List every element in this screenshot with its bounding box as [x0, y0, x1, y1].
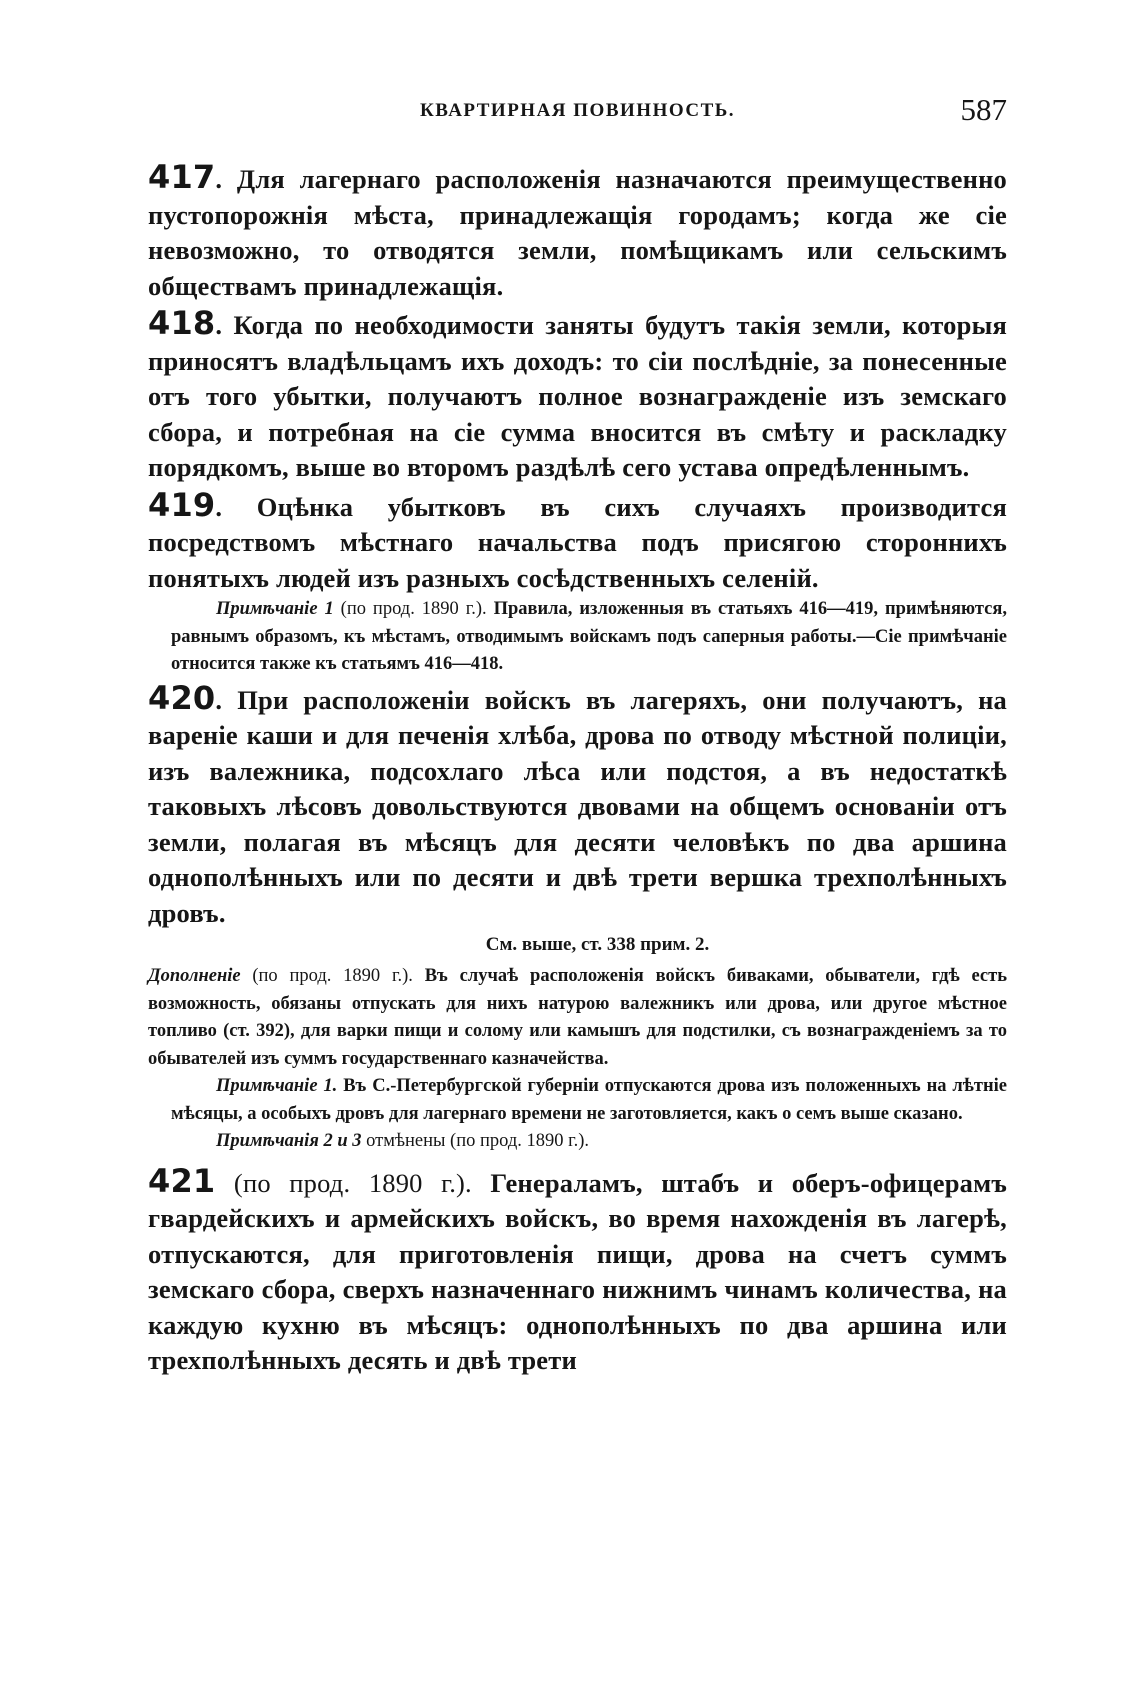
addition-text: Въ случаѣ расположенія войскъ биваками, обыватели, гдѣ есть возможность, обязаны отпускать для нихъ натурою валежникъ или дрова, или другое мѣстное топливо (ст. 392), для варки пищи и солому или камышъ для подстилки, съ вознагражденіемъ за то обывателей изъ суммъ государственнаго казначейства.: [148, 966, 1007, 1069]
article-text: Для лагернаго расположенія назначаются преимущественно пустопорожнія мѣста, принадлежащія городамъ; когда же сіе невозможно, то отводятся земли, помѣщикамъ или сельскимъ обществамъ принадлежащія.: [148, 164, 1008, 301]
article-text: Оцѣнка убытковъ въ сихъ случаяхъ производится посредствомъ мѣстнаго начальства подъ присягою стороннихъ понятыхъ людей изъ разныхъ сосѣдственныхъ селеній.: [148, 491, 1007, 593]
article-417: 417. Для лагернаго расположенія назначаются преимущественно пустопорожнія мѣста, принадлежащія городамъ; когда же сіе невозможно, то отводятся земли, помѣщикамъ или сельскимъ обществамъ принадлежащія.: [148, 158, 1008, 301]
note-text: Правила, изложенныя въ статьяхъ 416—419, примѣняются, равнымъ образомъ, къ мѣстамъ, отводимымъ войскамъ подъ саперныя работы.—Сіе примѣчаніе относится также къ статьямъ 416—418.: [171, 599, 1008, 674]
page-number: 587: [960, 92, 1007, 127]
article-420-cross-reference: См. выше, ст. 338 прим. 2.: [485, 934, 710, 955]
article-420-addition: [148, 963, 1007, 1073]
article-419-note-1: [171, 596, 1007, 679]
article-421: [148, 1161, 1007, 1379]
running-title: КВАРТИРНАЯ ПОВИННОСТЬ.: [419, 100, 736, 121]
article-text: Генераламъ, штабъ и оберъ-офицерамъ гвардейскихъ и армейскихъ войскъ, во время нахожденія въ лагерѣ, отпускаются, для приготовленія пищи, дрова на счетъ суммъ земскаго сбора, сверхъ назначеннаго нижнимъ чинамъ количества, на каждую кухню въ мѣсяцъ: однополѣнныхъ по два аршина или трехполѣнныхъ десять и двѣ трети: [148, 1167, 1007, 1375]
note-label: Примѣчаніе 1: [216, 599, 334, 619]
note-label: Примѣчаніе 1.: [216, 1076, 338, 1096]
article-419: 419. Оцѣнка убытковъ въ сихъ случаяхъ производится посредствомъ мѣстнаго начальства подъ присягою стороннихъ понятыхъ людей изъ разныхъ сосѣдственныхъ селеній.: [148, 485, 1007, 593]
article-420-note-1: [171, 1073, 1007, 1128]
page-header: [148, 92, 1007, 132]
article-418: 418. Когда по необходимости заняты будутъ такія земли, которыя приносятъ владѣльцамъ ихъ доходъ: то сіи послѣдніе, за понесенные отъ того убытки, получаютъ полное вознагражденіе изъ земскаго сбора, и потребная на сіе сумма вносится въ смѣту и раскладку порядкомъ, выше во второмъ раздѣлѣ сего устава опредѣленнымъ.: [148, 304, 1007, 482]
note-text: отмѣнены (по прод. 1890 г.).: [366, 1131, 590, 1151]
addition-label: Дополненіе: [148, 966, 241, 986]
article-420: 420. При расположеніи войскъ въ лагеряхъ, они получаютъ, на вареніе каши и для печенія хлѣба, дрова по отводу мѣстной полиціи, изъ валежника, подсохлаго лѣса или подстоя, а въ недостаткѣ таковыхъ лѣсовъ довольствуются двовами на общемъ основаніи отъ земли, полагая въ мѣсяцъ для десяти человѣкъ по два аршина однополѣнныхъ или по десяти и двѣ трети вершка трехполѣнныхъ дровъ.: [148, 678, 1007, 928]
article-420-notes-2-3: [171, 1128, 1007, 1156]
article-text: Когда по необходимости заняты будутъ такія земли, которыя приносятъ владѣльцамъ ихъ доходъ: то сіи послѣдніе, за понесенные отъ того убытки, получаютъ полное вознагражденіе изъ земскаго сбора, и потребная на сіе сумма вносится въ смѣту и раскладку порядкомъ, выше во второмъ раздѣлѣ сего устава опредѣленнымъ.: [148, 310, 1007, 482]
note-label: Примѣчанія 2 и 3: [216, 1131, 362, 1151]
article-revision: (по прод. 1890 г.).: [233, 1167, 472, 1198]
article-number: 418: [148, 304, 216, 342]
page-body: [148, 160, 1007, 1379]
article-number: 419: [148, 485, 216, 524]
note-revision: (по прод. 1890 г.).: [340, 599, 487, 619]
note-text: Въ С.-Петербургской губерніи отпускаются дрова изъ положенныхъ на лѣтніе мѣсяцы, а особыхъ дровъ для лагернаго времени не заготовляется, какъ о семъ выше сказано.: [171, 1076, 1008, 1124]
article-number: 421: [148, 1161, 216, 1200]
article-number: 417: [148, 158, 216, 196]
addition-revision: (по прод. 1890 г.).: [252, 966, 413, 986]
article-text: При расположеніи войскъ въ лагеряхъ, они получаютъ, на вареніе каши и для печенія хлѣба, дрова по отводу мѣстной полиціи, изъ валежника, подсохлаго лѣса или подстоя, а въ недостаткѣ таковыхъ лѣсовъ довольствуются двовами на общемъ основаніи отъ земли, полагая въ мѣсяцъ для десяти человѣкъ по два аршина однополѣнныхъ или по десяти и двѣ трети вершка трехполѣнныхъ дровъ.: [148, 684, 1007, 928]
article-number: 420: [148, 678, 216, 717]
